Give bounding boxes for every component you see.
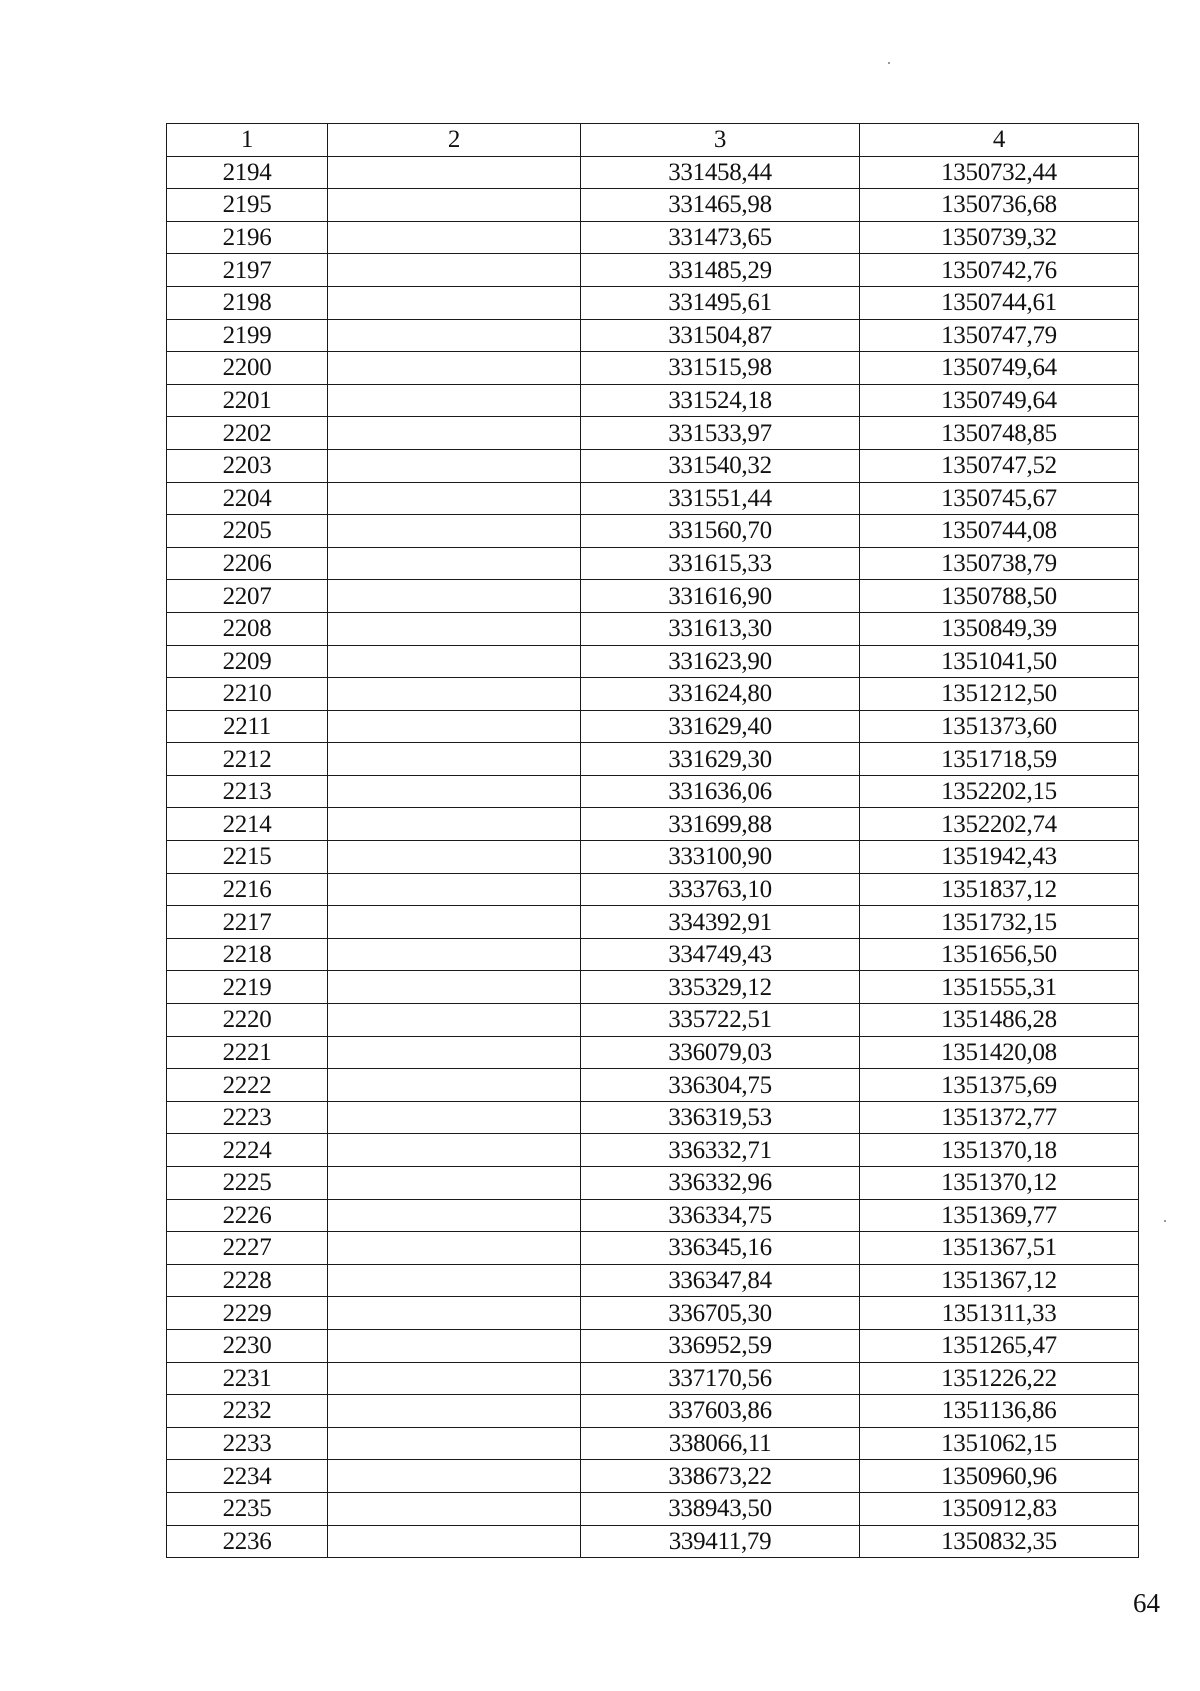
x-coordinate-cell: 331613,30: [581, 612, 860, 645]
y-coordinate-cell: 1350745,67: [860, 482, 1139, 515]
header-col-1: 1: [167, 124, 328, 157]
x-coordinate-cell: 331699,88: [581, 808, 860, 841]
x-coordinate-cell: 333763,10: [581, 873, 860, 906]
table-row: [167, 1329, 1139, 1362]
y-coordinate-cell: 1351718,59: [860, 743, 1139, 776]
table-row: [167, 1101, 1139, 1134]
y-coordinate-cell: 1351367,51: [860, 1232, 1139, 1265]
table-row: [167, 1167, 1139, 1200]
point-number-cell: 2218: [167, 938, 328, 971]
table-row: [167, 547, 1139, 580]
description-cell: [328, 221, 581, 254]
x-coordinate-cell: 331465,98: [581, 189, 860, 222]
point-number-cell: 2233: [167, 1427, 328, 1460]
point-number-cell: 2231: [167, 1362, 328, 1395]
y-coordinate-cell: 1352202,74: [860, 808, 1139, 841]
point-number-cell: 2221: [167, 1036, 328, 1069]
table-row: [167, 254, 1139, 287]
point-number-cell: 2206: [167, 547, 328, 580]
table-row: [167, 1460, 1139, 1493]
y-coordinate-cell: 1350788,50: [860, 580, 1139, 613]
table-row: [167, 873, 1139, 906]
table-header-row: [167, 124, 1139, 157]
x-coordinate-cell: 334749,43: [581, 938, 860, 971]
point-number-cell: 2210: [167, 678, 328, 711]
description-cell: [328, 319, 581, 352]
y-coordinate-cell: 1351375,69: [860, 1069, 1139, 1102]
y-coordinate-cell: 1350744,08: [860, 515, 1139, 548]
x-coordinate-cell: 336347,84: [581, 1264, 860, 1297]
y-coordinate-cell: 1350744,61: [860, 286, 1139, 319]
x-coordinate-cell: 338943,50: [581, 1492, 860, 1525]
description-cell: [328, 1069, 581, 1102]
table-row: [167, 612, 1139, 645]
point-number-cell: 2216: [167, 873, 328, 906]
description-cell: [328, 678, 581, 711]
header-col-4: 4: [860, 124, 1139, 157]
point-number-cell: 2214: [167, 808, 328, 841]
point-number-cell: 2235: [167, 1492, 328, 1525]
table-row: [167, 1134, 1139, 1167]
point-number-cell: 2224: [167, 1134, 328, 1167]
description-cell: [328, 971, 581, 1004]
x-coordinate-cell: 331629,40: [581, 710, 860, 743]
y-coordinate-cell: 1350849,39: [860, 612, 1139, 645]
y-coordinate-cell: 1351369,77: [860, 1199, 1139, 1232]
description-cell: [328, 352, 581, 385]
description-cell: [328, 1362, 581, 1395]
y-coordinate-cell: 1351942,43: [860, 841, 1139, 874]
point-number-cell: 2217: [167, 906, 328, 939]
table-row: [167, 710, 1139, 743]
description-cell: [328, 1004, 581, 1037]
table-row: [167, 384, 1139, 417]
point-number-cell: 2200: [167, 352, 328, 385]
description-cell: [328, 1395, 581, 1428]
y-coordinate-cell: 1350749,64: [860, 352, 1139, 385]
description-cell: [328, 384, 581, 417]
x-coordinate-cell: 336345,16: [581, 1232, 860, 1265]
point-number-cell: 2199: [167, 319, 328, 352]
description-cell: [328, 841, 581, 874]
x-coordinate-cell: 331504,87: [581, 319, 860, 352]
scan-speck: [1164, 1220, 1166, 1222]
point-number-cell: 2220: [167, 1004, 328, 1037]
point-number-cell: 2195: [167, 189, 328, 222]
description-cell: [328, 189, 581, 222]
table-row: [167, 1199, 1139, 1232]
point-number-cell: 2211: [167, 710, 328, 743]
header-col-3: 3: [581, 124, 860, 157]
x-coordinate-cell: 336952,59: [581, 1329, 860, 1362]
table-row: [167, 1427, 1139, 1460]
y-coordinate-cell: 1351041,50: [860, 645, 1139, 678]
point-number-cell: 2232: [167, 1395, 328, 1428]
x-coordinate-cell: 331515,98: [581, 352, 860, 385]
description-cell: [328, 906, 581, 939]
description-cell: [328, 1101, 581, 1134]
y-coordinate-cell: 1350747,52: [860, 449, 1139, 482]
x-coordinate-cell: 331524,18: [581, 384, 860, 417]
description-cell: [328, 1492, 581, 1525]
description-cell: [328, 515, 581, 548]
y-coordinate-cell: 1350736,68: [860, 189, 1139, 222]
description-cell: [328, 1297, 581, 1330]
description-cell: [328, 612, 581, 645]
point-number-cell: 2202: [167, 417, 328, 450]
y-coordinate-cell: 1350748,85: [860, 417, 1139, 450]
coordinates-table: [166, 123, 1139, 1558]
description-cell: [328, 1329, 581, 1362]
description-cell: [328, 1134, 581, 1167]
table-row: [167, 1264, 1139, 1297]
table-row: [167, 1395, 1139, 1428]
description-cell: [328, 1036, 581, 1069]
y-coordinate-cell: 1350738,79: [860, 547, 1139, 580]
description-cell: [328, 286, 581, 319]
coordinates-table-body: [167, 124, 1139, 1558]
table-row: [167, 482, 1139, 515]
table-row: [167, 1036, 1139, 1069]
description-cell: [328, 1232, 581, 1265]
description-cell: [328, 1199, 581, 1232]
table-row: [167, 580, 1139, 613]
point-number-cell: 2236: [167, 1525, 328, 1558]
description-cell: [328, 449, 581, 482]
x-coordinate-cell: 331458,44: [581, 156, 860, 189]
point-number-cell: 2215: [167, 841, 328, 874]
y-coordinate-cell: 1351373,60: [860, 710, 1139, 743]
x-coordinate-cell: 331533,97: [581, 417, 860, 450]
point-number-cell: 2196: [167, 221, 328, 254]
y-coordinate-cell: 1351370,12: [860, 1167, 1139, 1200]
table-row: [167, 1362, 1139, 1395]
description-cell: [328, 808, 581, 841]
y-coordinate-cell: 1351837,12: [860, 873, 1139, 906]
description-cell: [328, 1167, 581, 1200]
x-coordinate-cell: 336079,03: [581, 1036, 860, 1069]
y-coordinate-cell: 1350732,44: [860, 156, 1139, 189]
point-number-cell: 2230: [167, 1329, 328, 1362]
point-number-cell: 2228: [167, 1264, 328, 1297]
point-number-cell: 2226: [167, 1199, 328, 1232]
point-number-cell: 2212: [167, 743, 328, 776]
table-row: [167, 1004, 1139, 1037]
description-cell: [328, 1264, 581, 1297]
description-cell: [328, 645, 581, 678]
y-coordinate-cell: 1350747,79: [860, 319, 1139, 352]
table-row: [167, 645, 1139, 678]
x-coordinate-cell: 331616,90: [581, 580, 860, 613]
x-coordinate-cell: 338066,11: [581, 1427, 860, 1460]
y-coordinate-cell: 1351311,33: [860, 1297, 1139, 1330]
point-number-cell: 2194: [167, 156, 328, 189]
table-row: [167, 1232, 1139, 1265]
x-coordinate-cell: 331624,80: [581, 678, 860, 711]
y-coordinate-cell: 1351486,28: [860, 1004, 1139, 1037]
y-coordinate-cell: 1351265,47: [860, 1329, 1139, 1362]
x-coordinate-cell: 333100,90: [581, 841, 860, 874]
x-coordinate-cell: 331560,70: [581, 515, 860, 548]
point-number-cell: 2234: [167, 1460, 328, 1493]
description-cell: [328, 580, 581, 613]
table-row: [167, 1492, 1139, 1525]
description-cell: [328, 938, 581, 971]
x-coordinate-cell: 336334,75: [581, 1199, 860, 1232]
y-coordinate-cell: 1351367,12: [860, 1264, 1139, 1297]
page-number: 64: [1133, 1588, 1160, 1618]
point-number-cell: 2227: [167, 1232, 328, 1265]
x-coordinate-cell: 331629,30: [581, 743, 860, 776]
y-coordinate-cell: 1351656,50: [860, 938, 1139, 971]
x-coordinate-cell: 331551,44: [581, 482, 860, 515]
x-coordinate-cell: 336304,75: [581, 1069, 860, 1102]
point-number-cell: 2203: [167, 449, 328, 482]
x-coordinate-cell: 335722,51: [581, 1004, 860, 1037]
description-cell: [328, 482, 581, 515]
y-coordinate-cell: 1351136,86: [860, 1395, 1139, 1428]
table-row: [167, 906, 1139, 939]
x-coordinate-cell: 331623,90: [581, 645, 860, 678]
x-coordinate-cell: 338673,22: [581, 1460, 860, 1493]
description-cell: [328, 1525, 581, 1558]
y-coordinate-cell: 1351420,08: [860, 1036, 1139, 1069]
x-coordinate-cell: 331636,06: [581, 775, 860, 808]
y-coordinate-cell: 1351555,31: [860, 971, 1139, 1004]
point-number-cell: 2219: [167, 971, 328, 1004]
table-row: [167, 678, 1139, 711]
y-coordinate-cell: 1350832,35: [860, 1525, 1139, 1558]
point-number-cell: 2229: [167, 1297, 328, 1330]
point-number-cell: 2225: [167, 1167, 328, 1200]
point-number-cell: 2201: [167, 384, 328, 417]
description-cell: [328, 1427, 581, 1460]
table-row: [167, 352, 1139, 385]
y-coordinate-cell: 1351372,77: [860, 1101, 1139, 1134]
point-number-cell: 2213: [167, 775, 328, 808]
description-cell: [328, 417, 581, 450]
point-number-cell: 2204: [167, 482, 328, 515]
point-number-cell: 2197: [167, 254, 328, 287]
table-row: [167, 743, 1139, 776]
x-coordinate-cell: 331485,29: [581, 254, 860, 287]
y-coordinate-cell: 1351212,50: [860, 678, 1139, 711]
x-coordinate-cell: 331495,61: [581, 286, 860, 319]
header-col-2: 2: [328, 124, 581, 157]
table-row: [167, 417, 1139, 450]
x-coordinate-cell: 331473,65: [581, 221, 860, 254]
x-coordinate-cell: 339411,79: [581, 1525, 860, 1558]
table-row: [167, 808, 1139, 841]
description-cell: [328, 873, 581, 906]
y-coordinate-cell: 1352202,15: [860, 775, 1139, 808]
y-coordinate-cell: 1350749,64: [860, 384, 1139, 417]
x-coordinate-cell: 336332,96: [581, 1167, 860, 1200]
description-cell: [328, 547, 581, 580]
x-coordinate-cell: 336319,53: [581, 1101, 860, 1134]
point-number-cell: 2207: [167, 580, 328, 613]
y-coordinate-cell: 1351370,18: [860, 1134, 1139, 1167]
table-row: [167, 1069, 1139, 1102]
table-row: [167, 319, 1139, 352]
table-row: [167, 189, 1139, 222]
scan-speck: [888, 62, 890, 64]
y-coordinate-cell: 1351062,15: [860, 1427, 1139, 1460]
point-number-cell: 2208: [167, 612, 328, 645]
table-row: [167, 841, 1139, 874]
y-coordinate-cell: 1351732,15: [860, 906, 1139, 939]
x-coordinate-cell: 337170,56: [581, 1362, 860, 1395]
description-cell: [328, 1460, 581, 1493]
table-row: [167, 971, 1139, 1004]
description-cell: [328, 775, 581, 808]
table-row: [167, 449, 1139, 482]
x-coordinate-cell: 331615,33: [581, 547, 860, 580]
table-row: [167, 156, 1139, 189]
table-row: [167, 1297, 1139, 1330]
x-coordinate-cell: 336332,71: [581, 1134, 860, 1167]
description-cell: [328, 743, 581, 776]
point-number-cell: 2223: [167, 1101, 328, 1134]
y-coordinate-cell: 1350912,83: [860, 1492, 1139, 1525]
table-row: [167, 515, 1139, 548]
point-number-cell: 2209: [167, 645, 328, 678]
x-coordinate-cell: 337603,86: [581, 1395, 860, 1428]
point-number-cell: 2198: [167, 286, 328, 319]
table-row: [167, 286, 1139, 319]
y-coordinate-cell: 1350739,32: [860, 221, 1139, 254]
point-number-cell: 2222: [167, 1069, 328, 1102]
x-coordinate-cell: 334392,91: [581, 906, 860, 939]
x-coordinate-cell: 336705,30: [581, 1297, 860, 1330]
y-coordinate-cell: 1350742,76: [860, 254, 1139, 287]
point-number-cell: 2205: [167, 515, 328, 548]
description-cell: [328, 156, 581, 189]
table-row: [167, 221, 1139, 254]
table-row: [167, 775, 1139, 808]
description-cell: [328, 254, 581, 287]
y-coordinate-cell: 1351226,22: [860, 1362, 1139, 1395]
y-coordinate-cell: 1350960,96: [860, 1460, 1139, 1493]
table-row: [167, 938, 1139, 971]
description-cell: [328, 710, 581, 743]
x-coordinate-cell: 335329,12: [581, 971, 860, 1004]
table-row: [167, 1525, 1139, 1558]
x-coordinate-cell: 331540,32: [581, 449, 860, 482]
